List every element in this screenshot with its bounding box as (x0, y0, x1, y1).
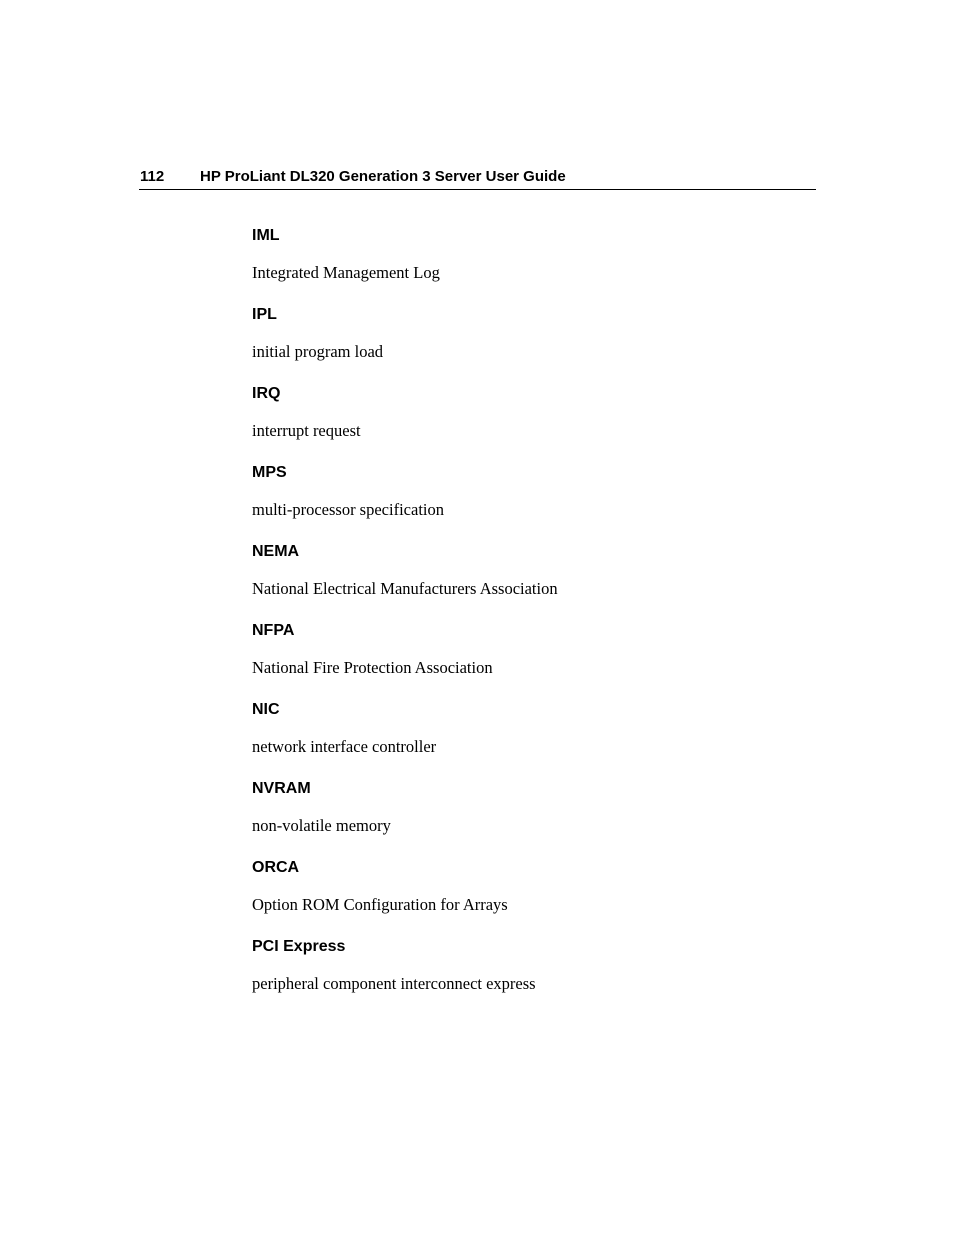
glossary-term: ORCA (252, 859, 300, 876)
glossary-entry (252, 461, 812, 540)
glossary-definition: Option ROM Configuration for Arrays (252, 895, 508, 914)
glossary-entry (252, 777, 812, 856)
glossary-definition: Integrated Management Log (252, 263, 440, 282)
glossary-entry (252, 856, 812, 935)
glossary-entry (252, 303, 812, 382)
glossary-definition: peripheral component interconnect express (252, 974, 536, 993)
glossary-term: IPL (252, 306, 277, 323)
glossary-list (252, 224, 812, 1014)
glossary-entry (252, 224, 812, 303)
guide-title: HP ProLiant DL320 Generation 3 Server User Guide (200, 168, 566, 185)
glossary-term: MPS (252, 464, 287, 481)
glossary-definition: multi-processor specification (252, 500, 444, 519)
glossary-term: IML (252, 227, 280, 244)
glossary-term: IRQ (252, 385, 281, 402)
glossary-definition: initial program load (252, 342, 384, 361)
page-number: 112 (140, 168, 165, 185)
glossary-entry (252, 540, 812, 619)
glossary-definition: National Electrical Manufacturers Association (252, 579, 558, 598)
glossary-entry (252, 382, 812, 461)
glossary-definition: National Fire Protection Association (252, 658, 493, 677)
glossary-definition: interrupt request (252, 421, 361, 440)
glossary-term: NEMA (252, 543, 300, 560)
glossary-term: NVRAM (252, 780, 311, 797)
glossary-entry (252, 619, 812, 698)
running-header (139, 168, 816, 190)
glossary-entry (252, 698, 812, 777)
glossary-definition: non-volatile memory (252, 816, 391, 835)
glossary-term: NFPA (252, 622, 295, 639)
glossary-term: PCI Express (252, 938, 346, 955)
glossary-term: NIC (252, 701, 280, 718)
glossary-entry (252, 935, 812, 1014)
glossary-definition: network interface controller (252, 737, 437, 756)
